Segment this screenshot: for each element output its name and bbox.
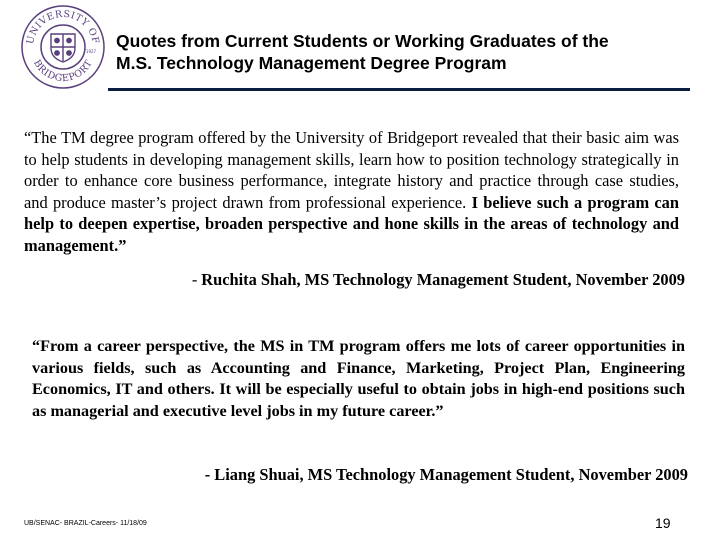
page-number: 19 bbox=[655, 515, 671, 531]
university-seal-logo bbox=[20, 4, 106, 90]
page-title bbox=[116, 30, 706, 74]
attribution-liang: - Liang Shuai, MS Technology Management Student, November 2009 bbox=[204, 465, 688, 484]
shield-icon bbox=[51, 34, 75, 62]
quote-ruchita-plain-text: “The TM degree program offered by the University of Bridgeport revealed that their basic aim was to help students in developing management skills, learn how to position technology strategically in order to enhance core business performance, integrate history and practice through case studies, and produce master’s project drawn from professional experience. bbox=[24, 128, 679, 212]
attribution-ruchita bbox=[120, 270, 685, 290]
title-divider bbox=[108, 88, 690, 91]
quote-liang: “From a career perspective, the MS in TM program offers me lots of career opportunities in various fields, such as Accounting and Finance, Marketing, Project Plan, Engineering Economics, IT and others. It will be especially useful to obtain jobs in high-end positions such as managerial and executive level jobs in my future career.” bbox=[32, 337, 685, 420]
attribution-ruchita-text: Ruchita Shah, MS Technology Management Student, November 2009 bbox=[201, 270, 685, 289]
attribution-dash: - bbox=[191, 270, 198, 289]
quote-ruchita-bold-text: I believe such a program can help to deepen expertise, broaden perspective and hone skills in the areas of technology and management.” bbox=[24, 192, 679, 255]
title-line-1: Quotes from Current Students or Working Graduates of the bbox=[116, 31, 609, 51]
seal-text-bottom: BRIDGEPORT bbox=[30, 58, 95, 85]
quote-ruchita bbox=[24, 127, 679, 257]
seal-year: 1927 bbox=[85, 49, 97, 54]
seal-text-top: UNIVERSITY OF bbox=[24, 8, 101, 46]
title-line-2: M.S. Technology Management Degree Program bbox=[116, 53, 507, 73]
footer-label: UB/SENAC- BRAZIL-Careers- 11/18/09 bbox=[24, 520, 147, 527]
